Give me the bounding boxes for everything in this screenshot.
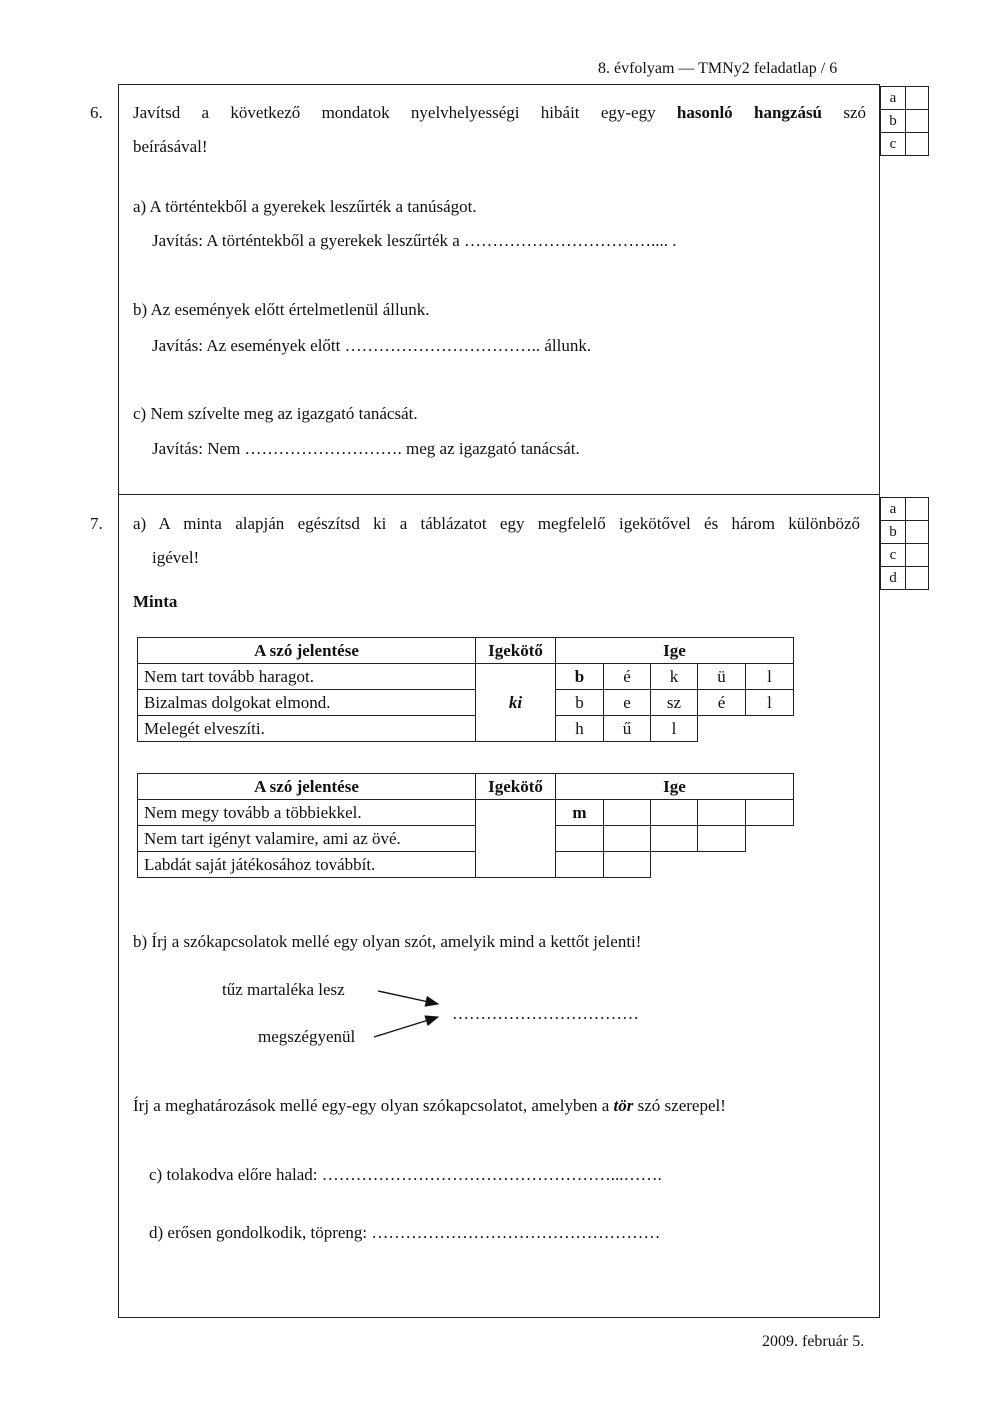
task6-a-sentence: a) A történtekből a gyerekek leszűrték a tanúságot. [133, 197, 477, 216]
score-letter: d [881, 567, 906, 590]
letter-cell: ü [698, 664, 746, 690]
task-divider [118, 494, 880, 495]
score-cell[interactable] [906, 544, 929, 567]
answer-cell[interactable] [651, 826, 698, 852]
task6-instruction-pre: Javítsd a következő mondatok nyelvhelyességi hibáit egy-egy [133, 103, 656, 122]
header-meaning: A szó jelentése [138, 774, 476, 800]
letter-cell: b [556, 664, 604, 690]
header-prefix: Igekötő [476, 774, 556, 800]
letter-cell: l [651, 716, 698, 742]
answer-cell[interactable] [746, 800, 794, 826]
sample-prefix: ki [476, 664, 556, 742]
cd-instruction-pre: Írj a meghatározások mellé egy-egy olyan szókapcsolatot, amelyben a [133, 1096, 610, 1115]
task-meaning: Nem tart igényt valamire, ami az övé. [138, 826, 476, 852]
letter-cell: e [604, 690, 651, 716]
empty-space [698, 852, 746, 878]
empty-space [746, 852, 794, 878]
task6-score-box [880, 86, 929, 156]
letter-cell: ű [604, 716, 651, 742]
score-letter: b [881, 521, 906, 544]
score-letter: a [881, 498, 906, 521]
sample-meaning: Nem tart tovább haragot. [138, 664, 476, 690]
letter-cell: sz [651, 690, 698, 716]
letter-cell: h [556, 716, 604, 742]
task6-instruction [133, 103, 866, 123]
score-letter: c [881, 544, 906, 567]
cd-instruction-post: szó szerepel! [637, 1096, 726, 1115]
task7-d-line[interactable]: d) erősen gondolkodik, töpreng: …………………………………………… [149, 1223, 661, 1242]
score-cell[interactable] [906, 87, 929, 110]
task6-instruction-post: szó [843, 103, 867, 122]
sample-meaning: Bizalmas dolgokat elmond. [138, 690, 476, 716]
task7-a-line1: a) A minta alapján egészítsd ki a táblázatot egy megfelelő igekötővel és három különböző [133, 514, 860, 533]
letter-cell: m [556, 800, 604, 826]
answer-cell[interactable] [604, 800, 651, 826]
sample-meaning: Melegét elveszíti. [138, 716, 476, 742]
empty-space [746, 716, 794, 742]
cd-instruction-word: tör [613, 1096, 634, 1115]
letter-cell: b [556, 690, 604, 716]
sample-table [137, 637, 794, 742]
score-cell[interactable] [906, 567, 929, 590]
empty-space [746, 826, 794, 852]
score-letter: c [881, 133, 906, 156]
task7-b-phrase2: megszégyenül [258, 1027, 356, 1046]
answer-cell[interactable] [556, 852, 604, 878]
task6-c-fix[interactable]: Javítás: Nem ………………………. meg az igazgató tanácsát. [152, 439, 580, 458]
letter-cell: k [651, 664, 698, 690]
score-letter: a [881, 87, 906, 110]
answer-cell[interactable] [604, 852, 651, 878]
score-cell[interactable] [906, 133, 929, 156]
task6-instruction-line2: beírásával! [133, 137, 208, 156]
letter-cell: l [746, 664, 794, 690]
answer-cell[interactable] [604, 826, 651, 852]
task6-c-sentence: c) Nem szívelte meg az igazgató tanácsát. [133, 404, 418, 423]
task-table [137, 773, 794, 878]
score-cell[interactable] [906, 521, 929, 544]
letter-cell: é [698, 690, 746, 716]
task7-b-phrase1: tűz martaléka lesz [222, 980, 345, 999]
task7-b-instruction: b) Írj a szókapcsolatok mellé egy olyan szót, amelyik mind a kettőt jelenti! [133, 932, 642, 951]
task7-score-box [880, 497, 929, 590]
score-cell[interactable] [906, 498, 929, 521]
letter-cell: é [604, 664, 651, 690]
answer-cell[interactable] [556, 826, 604, 852]
empty-space [698, 716, 746, 742]
prefix-answer-cell[interactable] [476, 800, 556, 878]
task6-instruction-bold: hasonló hangzású [676, 103, 823, 122]
score-cell[interactable] [906, 110, 929, 133]
answer-cell[interactable] [651, 800, 698, 826]
answer-cell[interactable] [698, 826, 746, 852]
task-meaning: Labdát saját játékosához továbbít. [138, 852, 476, 878]
header-meaning: A szó jelentése [138, 638, 476, 664]
task-meaning: Nem megy tovább a többiekkel. [138, 800, 476, 826]
task7-cd-instruction [133, 1096, 726, 1116]
empty-space [651, 852, 698, 878]
page-header: 8. évfolyam — TMNy2 feladatlap / 6 [598, 60, 838, 77]
page-footer-date: 2009. február 5. [762, 1333, 865, 1350]
header-prefix: Igekötő [476, 638, 556, 664]
task6-a-fix[interactable]: Javítás: A történtekből a gyerekek leszűrték a …………………………….... . [152, 231, 677, 250]
minta-label: Minta [133, 592, 178, 611]
header-verb: Ige [556, 638, 794, 664]
header-verb: Ige [556, 774, 794, 800]
task6-b-sentence: b) Az események előtt értelmetlenül állunk. [133, 300, 430, 319]
task6-number: 6. [90, 103, 103, 122]
letter-cell: l [746, 690, 794, 716]
task7-c-line[interactable]: c) tolakodva előre halad: ……………………………………………...……. [149, 1165, 662, 1184]
task6-b-fix[interactable]: Javítás: Az események előtt …………………………….. állunk. [152, 336, 592, 355]
answer-cell[interactable] [698, 800, 746, 826]
task7-number: 7. [90, 514, 103, 533]
score-letter: b [881, 110, 906, 133]
task7-b-answer[interactable]: …………………………… [452, 1004, 639, 1023]
task7-a-line2: igével! [152, 548, 200, 567]
